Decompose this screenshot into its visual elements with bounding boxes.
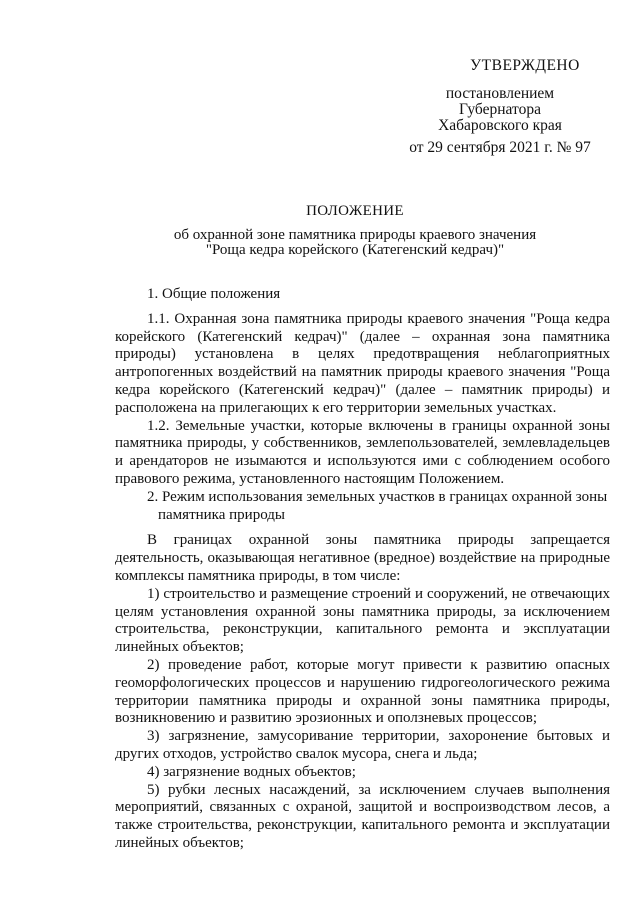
paragraph-1-1: 1.1. Охранная зона памятника природы краевого значения "Роща кедра корейского (Категенский кедрач)" (далее – охранная зона памятника природы) установлена в целях предотвращения неблагоприятных антропогенных воздействий на памятник природы краевого значения "Роща кедра корейского (Категенский кедрач)" (далее – памятник природы) и расположена на прилегающих к его территории земельных участках. — [115, 310, 610, 416]
list-item-5: 5) рубки лесных насаждений, за исключением случаев выполнения мероприятий, связанных с охраной, защитой и воспроизводством лесов, а также строительства, реконструкции, капитального ремонта и эксплуатации линейных объектов; — [115, 781, 610, 851]
list-item-4: 4) загрязнение водных объектов; — [147, 763, 356, 780]
approval-line-governor: Губернатора — [459, 101, 541, 118]
approval-line-region: Хабаровского края — [438, 117, 562, 134]
document-subtitle-line-1: об охранной зоне памятника природы краевого значения — [173, 227, 537, 243]
paragraph-1-2: 1.2. Земельные участки, которые включены в границы охранной зоны памятника природы, у собственников, землепользователей, землевладельцев и арендаторов не изымаются и используются ими с соблюдением особого правового режима, установленного настоящим Положением. — [115, 417, 610, 487]
document-body — [115, 286, 610, 853]
approval-block — [380, 58, 620, 156]
list-item-2: 2) проведение работ, которые могут привести к развитию опасных геоморфологических процессов и нарушению гидрогеологического режима территории памятника природы и охранной зоны памятника природы, возникновению и развитию эрозионных и оползневых процессов; — [115, 656, 610, 727]
list-item-1: 1) строительство и размещение строений и сооружений, не отвечающих целям установления охранной зоны памятника природы, за исключением строительства, реконструкции, капитального ремонта и эксплуатации линейных объектов; — [115, 585, 610, 656]
document-title-block — [105, 204, 605, 258]
document-subtitle-line-2: "Роща кедра корейского (Категенский кедрач)" — [205, 242, 505, 258]
section-2-heading — [115, 489, 610, 525]
section-1-heading: 1. Общие положения — [147, 286, 281, 302]
list-item-3: 3) загрязнение, замусоривание территории, захоронение бытовых и других отходов, устройство свалок мусора, снега и льда; — [115, 728, 610, 762]
approval-date: от 29 сентября 2021 г. № 97 — [409, 139, 591, 156]
section-2-intro: В границах охранной зоны памятника природы запрещается деятельность, оказывающая негативное (вредное) воздействие на природные комплексы памятника природы, в том числе: — [115, 532, 610, 584]
document-title: ПОЛОЖЕНИЕ — [306, 203, 404, 219]
section-2-heading-line-2: памятника природы — [158, 506, 285, 523]
approval-title: УТВЕРЖДЕНО — [470, 57, 580, 74]
approval-line-decree: постановлением — [445, 85, 555, 102]
section-2-heading-line-1: 2. Режим использования земельных участков в границах охранной зоны — [147, 488, 608, 505]
